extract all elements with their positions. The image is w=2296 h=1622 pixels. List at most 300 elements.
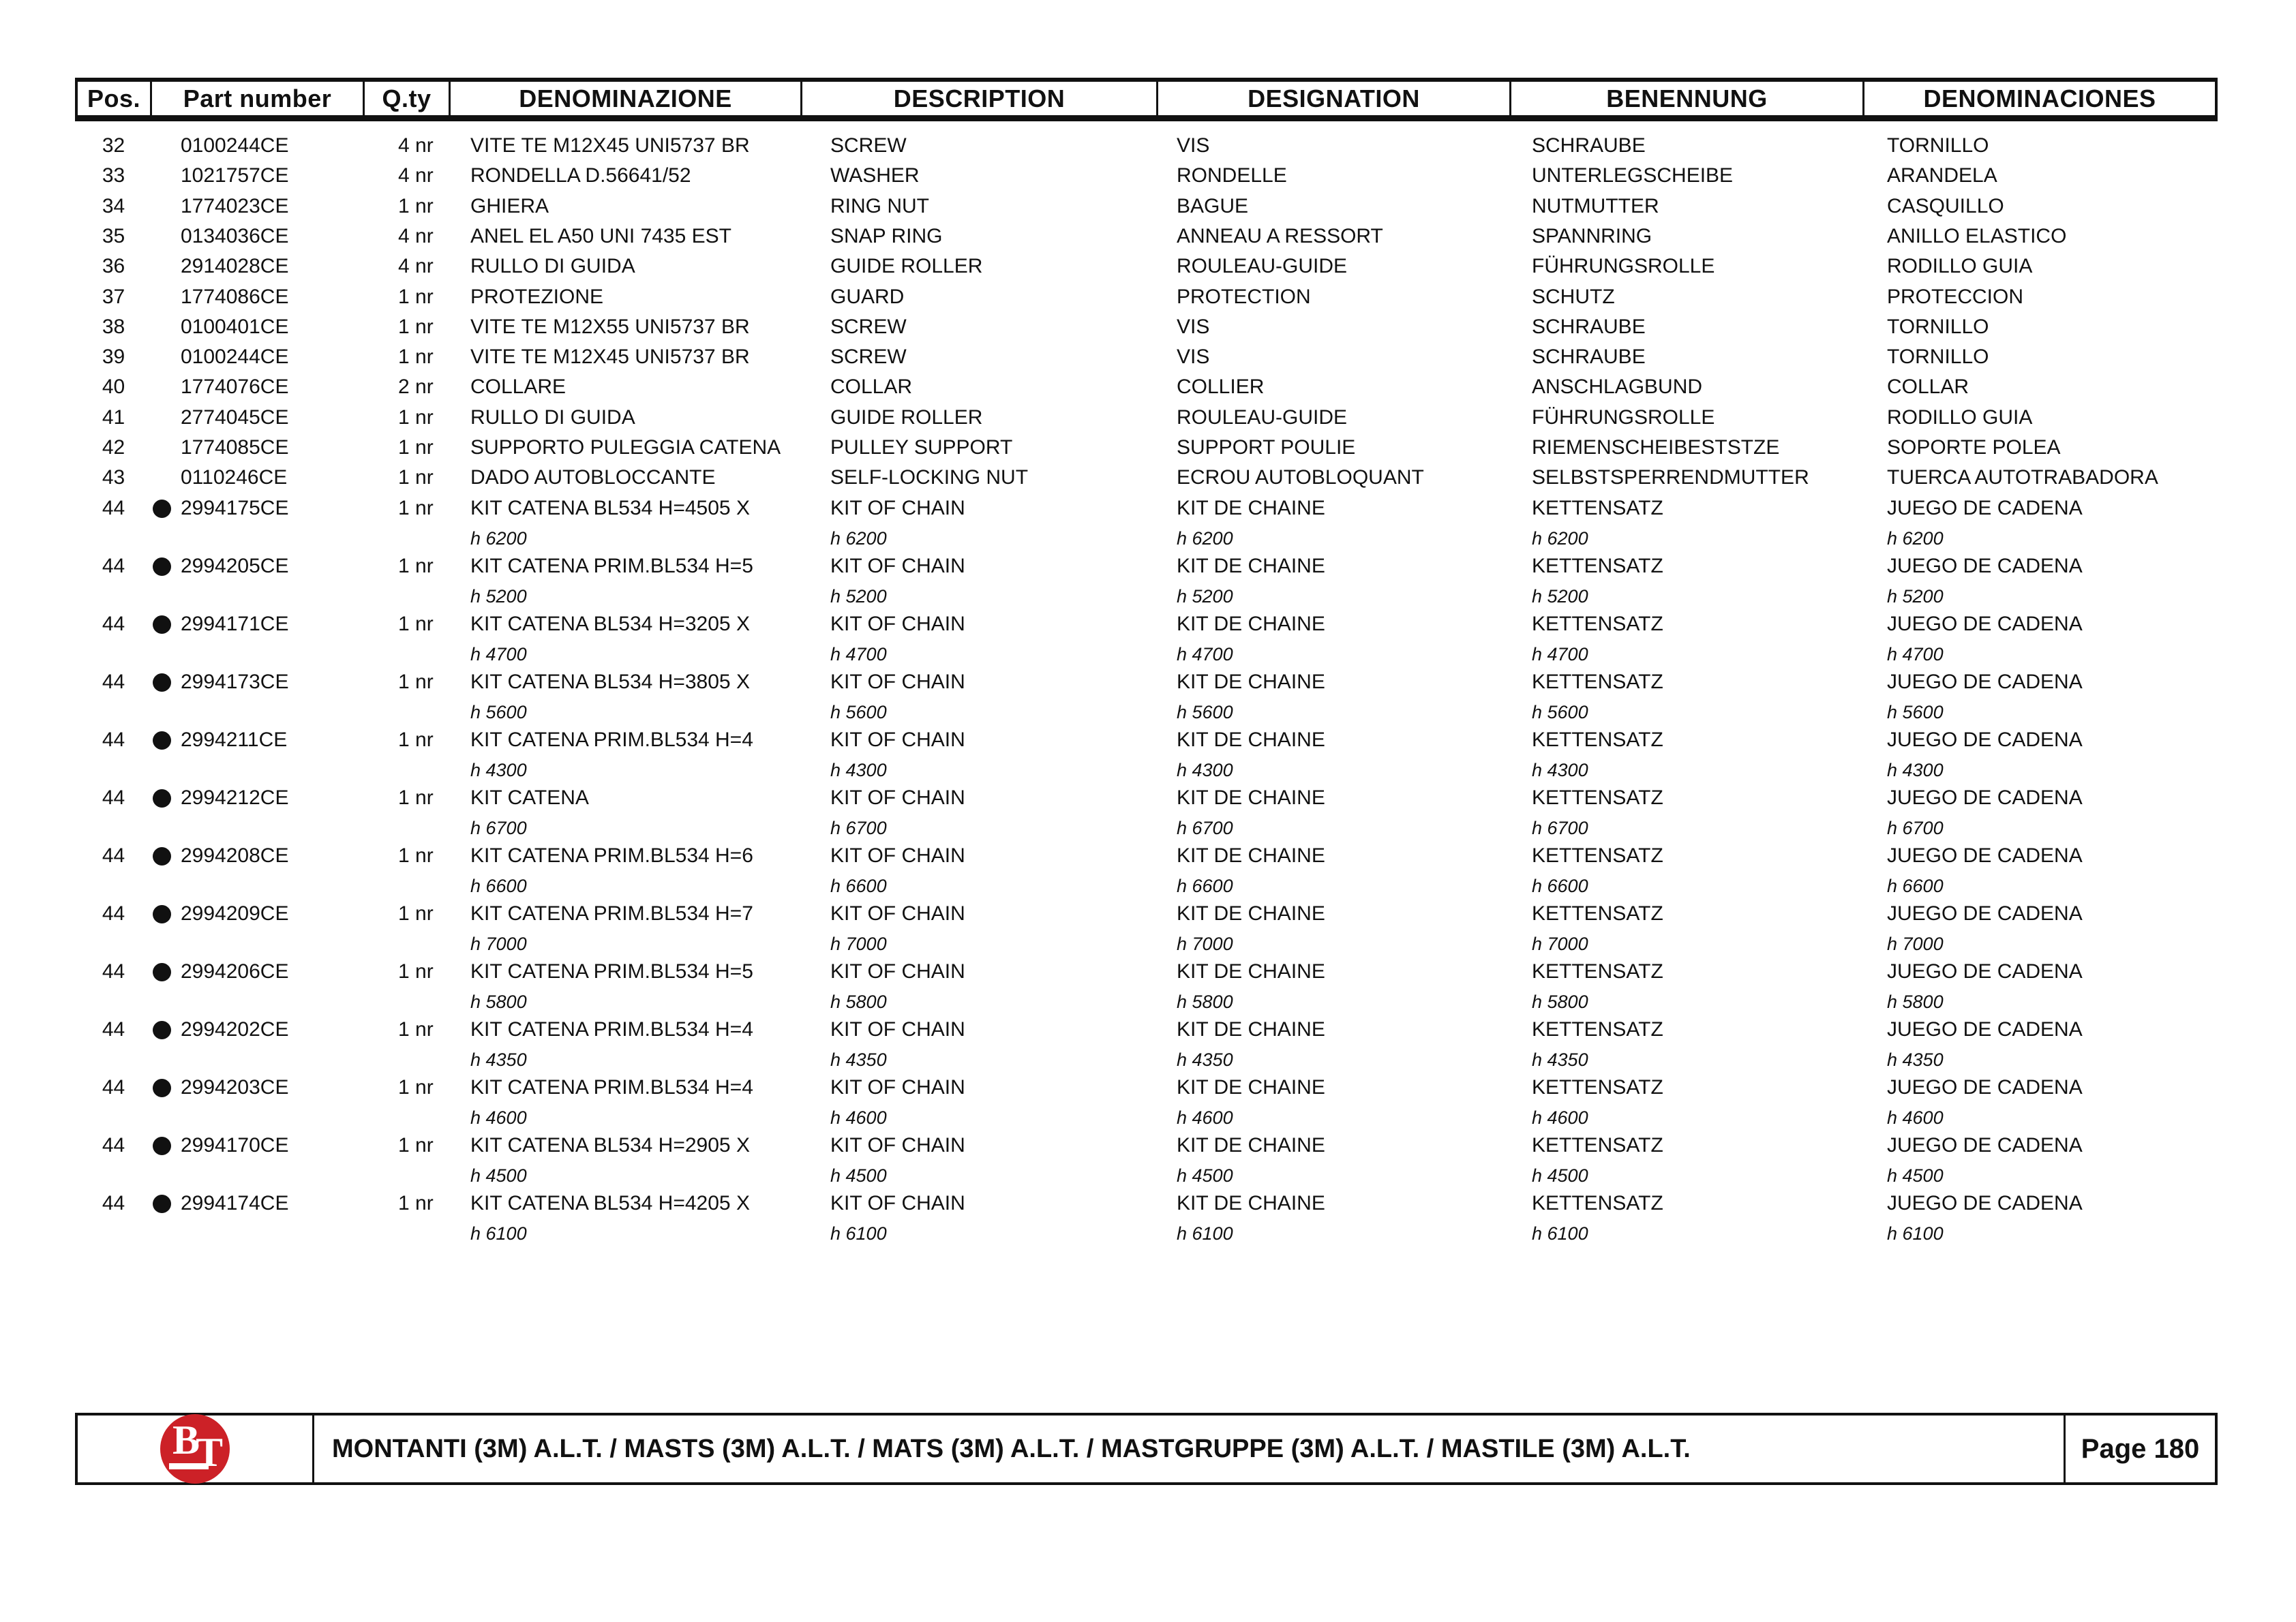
col-header-denominaciones: DENOMINACIONES bbox=[1923, 84, 2156, 112]
benennung-cell: KETTENSATZ bbox=[1532, 1076, 1663, 1099]
denominazione-cell: SUPPORTO PULEGGIA CATENA bbox=[470, 436, 781, 459]
qty-cell: 4 nr bbox=[398, 255, 434, 277]
qty-cell: 1 nr bbox=[398, 497, 434, 519]
denominazione-cell: KIT CATENA BL534 H=3805 X bbox=[470, 671, 750, 693]
table-header-row bbox=[75, 78, 2218, 121]
bullet-icon bbox=[153, 963, 171, 981]
height-note: h 5200 bbox=[1532, 586, 1588, 607]
description-cell: KIT OF CHAIN bbox=[830, 497, 965, 519]
qty-cell: 4 nr bbox=[398, 134, 434, 157]
denominaciones-cell: ANILLO ELASTICO bbox=[1887, 225, 2067, 247]
height-note: h 7000 bbox=[1177, 934, 1233, 954]
description-cell: KIT OF CHAIN bbox=[830, 729, 965, 751]
denominaciones-cell: TUERCA AUTOTRABADORA bbox=[1887, 466, 2158, 489]
description-cell: KIT OF CHAIN bbox=[830, 902, 965, 925]
height-note: h 6200 bbox=[830, 528, 887, 549]
designation-cell: ROULEAU-GUIDE bbox=[1177, 406, 1348, 429]
description-cell: KIT OF CHAIN bbox=[830, 1018, 965, 1041]
height-note: h 6200 bbox=[1532, 528, 1588, 549]
part-number-cell: 0100401CE bbox=[181, 316, 289, 338]
part-number-cell: 1021757CE bbox=[181, 164, 289, 187]
bullet-icon bbox=[153, 789, 171, 808]
table-row bbox=[0, 435, 2296, 461]
table-row bbox=[0, 495, 2296, 521]
height-note: h 5200 bbox=[1887, 586, 1944, 607]
denominaciones-cell: JUEGO DE CADENA bbox=[1887, 497, 2083, 519]
benennung-cell: SCHUTZ bbox=[1532, 286, 1615, 308]
description-cell: KIT OF CHAIN bbox=[830, 960, 965, 983]
description-cell: RING NUT bbox=[830, 195, 929, 217]
table-row bbox=[0, 284, 2296, 310]
qty-cell: 1 nr bbox=[398, 960, 434, 983]
col-header-qty: Q.ty bbox=[365, 82, 451, 115]
height-note: h 4700 bbox=[830, 644, 887, 664]
bullet-icon bbox=[153, 557, 171, 576]
qty-cell: 4 nr bbox=[398, 225, 434, 247]
height-note: h 7000 bbox=[830, 934, 887, 954]
qty-cell: 1 nr bbox=[398, 902, 434, 925]
bullet-icon bbox=[153, 905, 171, 923]
pos-cell: 42 bbox=[102, 436, 125, 459]
part-number-cell: 1774086CE bbox=[181, 286, 289, 308]
part-number-cell: 2994212CE bbox=[181, 786, 289, 809]
pos-cell: 44 bbox=[102, 844, 125, 867]
height-note: h 6700 bbox=[470, 818, 527, 838]
benennung-cell: KETTENSATZ bbox=[1532, 729, 1663, 751]
qty-cell: 1 nr bbox=[398, 286, 434, 308]
benennung-cell: SCHRAUBE bbox=[1532, 316, 1646, 338]
denominazione-cell: DADO AUTOBLOCCANTE bbox=[470, 466, 716, 489]
qty-cell: 1 nr bbox=[398, 786, 434, 809]
benennung-cell: FÜHRUNGSROLLE bbox=[1532, 255, 1715, 277]
denominaciones-cell: TORNILLO bbox=[1887, 134, 1989, 157]
height-note: h 6600 bbox=[470, 876, 527, 896]
description-cell: SCREW bbox=[830, 134, 907, 157]
table-row bbox=[0, 163, 2296, 189]
bt-logo-letter-b: B bbox=[172, 1418, 200, 1463]
table-row bbox=[0, 405, 2296, 431]
pos-cell: 44 bbox=[102, 729, 125, 751]
denominazione-cell: KIT CATENA PRIM.BL534 H=7 bbox=[470, 902, 753, 925]
height-note: h 4600 bbox=[1177, 1107, 1233, 1128]
designation-cell: KIT DE CHAINE bbox=[1177, 786, 1325, 809]
page-number: Page 180 bbox=[2064, 1416, 2215, 1482]
height-note: h 6100 bbox=[830, 1223, 887, 1244]
benennung-cell: SCHRAUBE bbox=[1532, 134, 1646, 157]
bt-logo-letter-t: T bbox=[196, 1430, 224, 1475]
height-note: h 4350 bbox=[830, 1050, 887, 1070]
denominaciones-cell: PROTECCION bbox=[1887, 286, 2024, 308]
height-note: h 6100 bbox=[1532, 1223, 1588, 1244]
designation-cell: VIS bbox=[1177, 346, 1210, 368]
description-cell: SCREW bbox=[830, 316, 907, 338]
height-note: h 6700 bbox=[1532, 818, 1588, 838]
designation-cell: KIT DE CHAINE bbox=[1177, 1134, 1325, 1157]
height-note: h 5200 bbox=[830, 586, 887, 607]
height-note: h 4350 bbox=[470, 1050, 527, 1070]
denominaciones-cell: COLLAR bbox=[1887, 376, 1969, 398]
denominazione-cell: KIT CATENA BL534 H=4505 X bbox=[470, 497, 750, 519]
designation-cell: KIT DE CHAINE bbox=[1177, 1192, 1325, 1214]
benennung-cell: KETTENSATZ bbox=[1532, 1134, 1663, 1157]
pos-cell: 44 bbox=[102, 497, 125, 519]
denominaciones-cell: TORNILLO bbox=[1887, 346, 1989, 368]
benennung-cell: FÜHRUNGSROLLE bbox=[1532, 406, 1715, 429]
description-cell: GUIDE ROLLER bbox=[830, 255, 983, 277]
height-note: h 6600 bbox=[1887, 876, 1944, 896]
designation-cell: KIT DE CHAINE bbox=[1177, 729, 1325, 751]
description-cell: KIT OF CHAIN bbox=[830, 786, 965, 809]
part-number-cell: 2994208CE bbox=[181, 844, 289, 867]
height-note: h 5600 bbox=[1887, 702, 1944, 722]
height-note: h 5800 bbox=[470, 992, 527, 1012]
description-cell: SCREW bbox=[830, 346, 907, 368]
height-note: h 4350 bbox=[1532, 1050, 1588, 1070]
denominaciones-cell: TORNILLO bbox=[1887, 316, 1989, 338]
denominaciones-cell: JUEGO DE CADENA bbox=[1887, 555, 2083, 577]
table-row bbox=[0, 843, 2296, 869]
pos-cell: 44 bbox=[102, 902, 125, 925]
height-note: h 6700 bbox=[1177, 818, 1233, 838]
height-note: h 6200 bbox=[470, 528, 527, 549]
denominazione-cell: RULLO DI GUIDA bbox=[470, 406, 635, 429]
table-row-height-line bbox=[0, 1047, 2296, 1073]
table-row-height-line bbox=[0, 989, 2296, 1015]
denominazione-cell: VITE TE M12X45 UNI5737 BR bbox=[470, 134, 750, 157]
denominazione-cell: COLLARE bbox=[470, 376, 567, 398]
table-row bbox=[0, 901, 2296, 927]
table-row-height-line bbox=[0, 1163, 2296, 1189]
part-number-cell: 0100244CE bbox=[181, 134, 289, 157]
pos-cell: 39 bbox=[102, 346, 125, 368]
table-row-height-line bbox=[0, 525, 2296, 551]
table-row-height-line bbox=[0, 873, 2296, 899]
designation-cell: KIT DE CHAINE bbox=[1177, 671, 1325, 693]
height-note: h 5600 bbox=[1177, 702, 1233, 722]
height-note: h 4300 bbox=[830, 760, 887, 780]
height-note: h 4600 bbox=[830, 1107, 887, 1128]
denominazione-cell: KIT CATENA BL534 H=2905 X bbox=[470, 1134, 750, 1157]
benennung-cell: KETTENSATZ bbox=[1532, 844, 1663, 867]
part-number-cell: 2994171CE bbox=[181, 613, 289, 635]
denominazione-cell: KIT CATENA PRIM.BL534 H=4 bbox=[470, 1018, 753, 1041]
benennung-cell: ANSCHLAGBUND bbox=[1532, 376, 1703, 398]
pos-cell: 44 bbox=[102, 1076, 125, 1099]
denominazione-cell: ANEL EL A50 UNI 7435 EST bbox=[470, 225, 731, 247]
part-number-cell: 2994202CE bbox=[181, 1018, 289, 1041]
col-header-denominazione: DENOMINAZIONE bbox=[451, 82, 802, 115]
pos-cell: 44 bbox=[102, 960, 125, 983]
benennung-cell: SELBSTSPERRENDMUTTER bbox=[1532, 466, 1809, 489]
height-note: h 4300 bbox=[1887, 760, 1944, 780]
denominaciones-cell: JUEGO DE CADENA bbox=[1887, 960, 2083, 983]
denominaciones-cell: RODILLO GUIA bbox=[1887, 255, 2033, 277]
table-row bbox=[0, 133, 2296, 159]
table-row bbox=[0, 669, 2296, 695]
height-note: h 4700 bbox=[1532, 644, 1588, 664]
part-number-cell: 1774076CE bbox=[181, 376, 289, 398]
bullet-icon bbox=[153, 847, 171, 866]
table-row bbox=[0, 553, 2296, 579]
denominaciones-cell: CASQUILLO bbox=[1887, 195, 2004, 217]
height-note: h 4500 bbox=[1177, 1165, 1233, 1186]
col-header-description: DESCRIPTION bbox=[802, 82, 1158, 115]
benennung-cell: KETTENSATZ bbox=[1532, 902, 1663, 925]
qty-cell: 1 nr bbox=[398, 316, 434, 338]
denominaciones-cell: RODILLO GUIA bbox=[1887, 406, 2033, 429]
description-cell: SELF-LOCKING NUT bbox=[830, 466, 1029, 489]
table-row-height-line bbox=[0, 931, 2296, 957]
height-note: h 4500 bbox=[1532, 1165, 1588, 1186]
denominazione-cell: GHIERA bbox=[470, 195, 549, 217]
denominaciones-cell: JUEGO DE CADENA bbox=[1887, 1076, 2083, 1099]
benennung-cell: KETTENSATZ bbox=[1532, 671, 1663, 693]
benennung-cell: KETTENSATZ bbox=[1532, 555, 1663, 577]
description-cell: KIT OF CHAIN bbox=[830, 671, 965, 693]
bullet-icon bbox=[153, 731, 171, 750]
description-cell: GUARD bbox=[830, 286, 905, 308]
benennung-cell: SPANNRING bbox=[1532, 225, 1652, 247]
denominazione-cell: KIT CATENA BL534 H=4205 X bbox=[470, 1192, 750, 1214]
designation-cell: KIT DE CHAINE bbox=[1177, 613, 1325, 635]
denominaciones-cell: JUEGO DE CADENA bbox=[1887, 671, 2083, 693]
height-note: h 6700 bbox=[830, 818, 887, 838]
height-note: h 6600 bbox=[830, 876, 887, 896]
description-cell: COLLAR bbox=[830, 376, 913, 398]
part-number-cell: 2994174CE bbox=[181, 1192, 289, 1214]
pos-cell: 44 bbox=[102, 786, 125, 809]
designation-cell: BAGUE bbox=[1177, 195, 1249, 217]
table-row bbox=[0, 314, 2296, 340]
part-number-cell: 0134036CE bbox=[181, 225, 289, 247]
benennung-cell: KETTENSATZ bbox=[1532, 960, 1663, 983]
table-row-height-line bbox=[0, 699, 2296, 725]
qty-cell: 1 nr bbox=[398, 1018, 434, 1041]
height-note: h 5800 bbox=[1532, 992, 1588, 1012]
part-number-cell: 2994173CE bbox=[181, 671, 289, 693]
designation-cell: PROTECTION bbox=[1177, 286, 1311, 308]
denominaciones-cell: JUEGO DE CADENA bbox=[1887, 1192, 2083, 1214]
part-number-cell: 0110246CE bbox=[181, 466, 288, 489]
description-cell: KIT OF CHAIN bbox=[830, 844, 965, 867]
col-header-designation: DESIGNATION bbox=[1158, 82, 1511, 115]
table-row-height-line bbox=[0, 757, 2296, 783]
benennung-cell: KETTENSATZ bbox=[1532, 1018, 1663, 1041]
bullet-icon bbox=[153, 1195, 171, 1213]
qty-cell: 1 nr bbox=[398, 613, 434, 635]
denominaciones-cell: SOPORTE POLEA bbox=[1887, 436, 2061, 459]
height-note: h 4600 bbox=[1532, 1107, 1588, 1128]
height-note: h 6100 bbox=[1887, 1223, 1944, 1244]
benennung-cell: KETTENSATZ bbox=[1532, 786, 1663, 809]
height-note: h 5600 bbox=[1532, 702, 1588, 722]
bullet-icon bbox=[153, 500, 171, 518]
table-row bbox=[0, 1075, 2296, 1101]
height-note: h 7000 bbox=[1532, 934, 1588, 954]
part-number-cell: 2914028CE bbox=[181, 255, 289, 277]
qty-cell: 1 nr bbox=[398, 729, 434, 751]
height-note: h 5800 bbox=[1177, 992, 1233, 1012]
designation-cell: KIT DE CHAINE bbox=[1177, 555, 1325, 577]
col-header-benennung: BENENNUNG bbox=[1511, 82, 1864, 115]
benennung-cell: SCHRAUBE bbox=[1532, 346, 1646, 368]
height-note: h 4500 bbox=[1887, 1165, 1944, 1186]
pos-cell: 36 bbox=[102, 255, 125, 277]
height-note: h 5600 bbox=[470, 702, 527, 722]
denominaciones-cell: JUEGO DE CADENA bbox=[1887, 902, 2083, 925]
designation-cell: SUPPORT POULIE bbox=[1177, 436, 1356, 459]
table-row-height-line bbox=[0, 641, 2296, 667]
height-note: h 5200 bbox=[1177, 586, 1233, 607]
denominaciones-cell: JUEGO DE CADENA bbox=[1887, 1018, 2083, 1041]
height-note: h 5800 bbox=[830, 992, 887, 1012]
qty-cell: 1 nr bbox=[398, 1076, 434, 1099]
pos-cell: 35 bbox=[102, 225, 125, 247]
pos-cell: 40 bbox=[102, 376, 125, 398]
table-row-height-line bbox=[0, 583, 2296, 609]
table-row bbox=[0, 785, 2296, 811]
denominazione-cell: KIT CATENA PRIM.BL534 H=5 bbox=[470, 555, 753, 577]
part-number-cell: 0100244CE bbox=[181, 346, 289, 368]
benennung-cell: RIEMENSCHEIBESTSTZE bbox=[1532, 436, 1780, 459]
height-note: h 7000 bbox=[470, 934, 527, 954]
denominazione-cell: VITE TE M12X55 UNI5737 BR bbox=[470, 316, 750, 338]
designation-cell: KIT DE CHAINE bbox=[1177, 844, 1325, 867]
part-number-cell: 2774045CE bbox=[181, 406, 289, 429]
height-note: h 4700 bbox=[470, 644, 527, 664]
height-note: h 6600 bbox=[1532, 876, 1588, 896]
designation-cell: ECROU AUTOBLOQUANT bbox=[1177, 466, 1424, 489]
designation-cell: ROULEAU-GUIDE bbox=[1177, 255, 1348, 277]
height-note: h 6200 bbox=[1887, 528, 1944, 549]
bt-logo bbox=[160, 1414, 230, 1484]
height-note: h 4300 bbox=[470, 760, 527, 780]
height-note: h 5800 bbox=[1887, 992, 1944, 1012]
qty-cell: 2 nr bbox=[398, 376, 434, 398]
benennung-cell: NUTMUTTER bbox=[1532, 195, 1659, 217]
pos-cell: 44 bbox=[102, 1134, 125, 1157]
qty-cell: 4 nr bbox=[398, 164, 434, 187]
table-row bbox=[0, 959, 2296, 985]
table-row bbox=[0, 1191, 2296, 1216]
table-row bbox=[0, 465, 2296, 491]
table-row-height-line bbox=[0, 1221, 2296, 1246]
part-number-cell: 1774023CE bbox=[181, 195, 289, 217]
denominaciones-cell: JUEGO DE CADENA bbox=[1887, 729, 2083, 751]
designation-cell: KIT DE CHAINE bbox=[1177, 497, 1325, 519]
denominaciones-cell: JUEGO DE CADENA bbox=[1887, 1134, 2083, 1157]
denominazione-cell: KIT CATENA PRIM.BL534 H=5 bbox=[470, 960, 753, 983]
table-row bbox=[0, 254, 2296, 279]
height-note: h 6600 bbox=[1177, 876, 1233, 896]
qty-cell: 1 nr bbox=[398, 195, 434, 217]
bullet-icon bbox=[153, 1079, 171, 1097]
designation-cell: KIT DE CHAINE bbox=[1177, 1076, 1325, 1099]
pos-cell: 44 bbox=[102, 1192, 125, 1214]
description-cell: KIT OF CHAIN bbox=[830, 555, 965, 577]
height-note: h 4350 bbox=[1177, 1050, 1233, 1070]
table-row bbox=[0, 344, 2296, 370]
pos-cell: 44 bbox=[102, 555, 125, 577]
designation-cell: KIT DE CHAINE bbox=[1177, 960, 1325, 983]
designation-cell: KIT DE CHAINE bbox=[1177, 1018, 1325, 1041]
pos-cell: 44 bbox=[102, 1018, 125, 1041]
table-row bbox=[0, 727, 2296, 753]
designation-cell: KIT DE CHAINE bbox=[1177, 902, 1325, 925]
description-cell: KIT OF CHAIN bbox=[830, 1076, 965, 1099]
part-number-cell: 2994175CE bbox=[181, 497, 289, 519]
denominazione-cell: KIT CATENA bbox=[470, 786, 589, 809]
footer-title: MONTANTI (3M) A.L.T. / MASTS (3M) A.L.T. / MATS (3M) A.L.T. / MASTGRUPPE (3M) A.L.T. / MASTILE (3M) A.L.T. bbox=[332, 1434, 1691, 1463]
benennung-cell: UNTERLEGSCHEIBE bbox=[1532, 164, 1734, 187]
benennung-cell: KETTENSATZ bbox=[1532, 613, 1663, 635]
table-row-height-line bbox=[0, 815, 2296, 841]
part-number-cell: 2994205CE bbox=[181, 555, 289, 577]
part-number-cell: 1774085CE bbox=[181, 436, 289, 459]
part-number-cell: 2994211CE bbox=[181, 729, 288, 751]
part-number-cell: 2994206CE bbox=[181, 960, 289, 983]
height-note: h 7000 bbox=[1887, 934, 1944, 954]
pos-cell: 37 bbox=[102, 286, 125, 308]
denominaciones-cell: JUEGO DE CADENA bbox=[1887, 613, 2083, 635]
height-note: h 6100 bbox=[470, 1223, 527, 1244]
height-note: h 5200 bbox=[470, 586, 527, 607]
benennung-cell: KETTENSATZ bbox=[1532, 1192, 1663, 1214]
qty-cell: 1 nr bbox=[398, 406, 434, 429]
table-row bbox=[0, 194, 2296, 219]
designation-cell: ANNEAU A RESSORT bbox=[1177, 225, 1383, 247]
description-cell: KIT OF CHAIN bbox=[830, 1192, 965, 1214]
col-header-part-number: Part number bbox=[152, 82, 365, 115]
denominaciones-cell: JUEGO DE CADENA bbox=[1887, 786, 2083, 809]
table-row bbox=[0, 1017, 2296, 1043]
height-note: h 4500 bbox=[470, 1165, 527, 1186]
designation-cell: VIS bbox=[1177, 134, 1210, 157]
pos-cell: 38 bbox=[102, 316, 125, 338]
height-note: h 4500 bbox=[830, 1165, 887, 1186]
height-note: h 4300 bbox=[1177, 760, 1233, 780]
table-row bbox=[0, 374, 2296, 400]
denominazione-cell: KIT CATENA PRIM.BL534 H=4 bbox=[470, 1076, 753, 1099]
bullet-icon bbox=[153, 673, 171, 692]
pos-cell: 33 bbox=[102, 164, 125, 187]
description-cell: KIT OF CHAIN bbox=[830, 613, 965, 635]
height-note: h 4600 bbox=[1887, 1107, 1944, 1128]
qty-cell: 1 nr bbox=[398, 844, 434, 867]
footer-bar bbox=[75, 1413, 2218, 1485]
designation-cell: COLLIER bbox=[1177, 376, 1265, 398]
height-note: h 6200 bbox=[1177, 528, 1233, 549]
height-note: h 4600 bbox=[470, 1107, 527, 1128]
designation-cell: RONDELLE bbox=[1177, 164, 1287, 187]
height-note: h 6100 bbox=[1177, 1223, 1233, 1244]
bullet-icon bbox=[153, 1021, 171, 1039]
denominaciones-cell: ARANDELA bbox=[1887, 164, 1997, 187]
height-note: h 6700 bbox=[1887, 818, 1944, 838]
part-number-cell: 2994170CE bbox=[181, 1134, 289, 1157]
denominazione-cell: PROTEZIONE bbox=[470, 286, 604, 308]
denominaciones-cell: JUEGO DE CADENA bbox=[1887, 844, 2083, 867]
qty-cell: 1 nr bbox=[398, 346, 434, 368]
qty-cell: 1 nr bbox=[398, 466, 434, 489]
qty-cell: 1 nr bbox=[398, 1134, 434, 1157]
part-number-cell: 2994203CE bbox=[181, 1076, 289, 1099]
description-cell: KIT OF CHAIN bbox=[830, 1134, 965, 1157]
qty-cell: 1 nr bbox=[398, 1192, 434, 1214]
height-note: h 4350 bbox=[1887, 1050, 1944, 1070]
description-cell: PULLEY SUPPORT bbox=[830, 436, 1013, 459]
pos-cell: 34 bbox=[102, 195, 125, 217]
